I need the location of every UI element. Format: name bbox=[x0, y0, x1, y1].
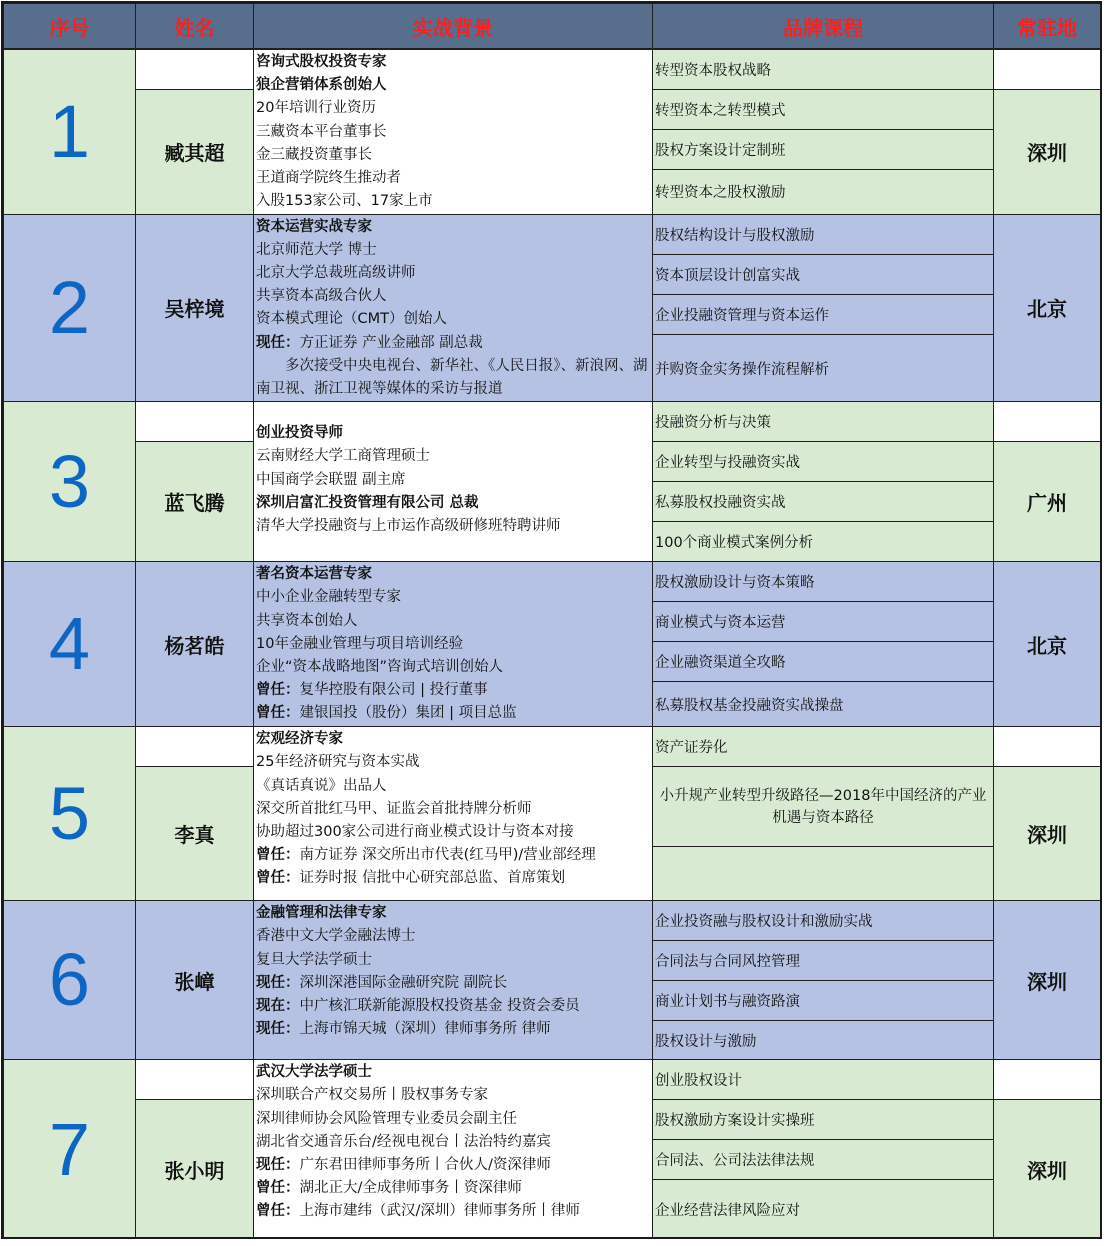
background-line-text: 共享资本高级合伙人 bbox=[256, 288, 387, 305]
course-item: 并购资金实务操作流程解析 bbox=[653, 334, 994, 401]
background-line-text: 广东君田律师事务所丨合伙人/资深律师 bbox=[299, 1156, 551, 1173]
course-item: 转型资本之转型模式 bbox=[653, 89, 994, 129]
background-line-text: 香港中文大学金融法博士 bbox=[256, 928, 416, 945]
row-number: 5 bbox=[4, 727, 136, 901]
background-line bbox=[256, 702, 650, 725]
course-item: 资产证券化 bbox=[653, 727, 994, 767]
background-cell bbox=[254, 1060, 653, 1239]
background-line-text: 王道商学院终生推动者 bbox=[256, 170, 401, 187]
background-lines bbox=[254, 727, 652, 890]
row-number: 7 bbox=[4, 1060, 136, 1239]
background-line bbox=[256, 445, 650, 468]
background-line bbox=[256, 515, 650, 538]
background-line-bold: 现在： bbox=[256, 997, 300, 1014]
background-line bbox=[256, 586, 650, 609]
course-item: 转型资本之股权激励 bbox=[653, 169, 994, 214]
background-line-bold: 著名资本运营专家 bbox=[256, 566, 372, 583]
background-line-bold: 现任： bbox=[256, 974, 300, 991]
course-item: 企业转型与投融资实战 bbox=[653, 442, 994, 482]
background-lines bbox=[254, 562, 652, 725]
header-courses: 品牌课程 bbox=[653, 4, 994, 50]
background-line-bold: 资本运营实战专家 bbox=[256, 218, 372, 235]
course-item: 股权激励设计与资本策略 bbox=[653, 562, 994, 602]
city-cell-blank bbox=[994, 1060, 1101, 1100]
background-line-bold: 创业投资导师 bbox=[256, 425, 343, 442]
course-item: 商业计划书与融资路演 bbox=[653, 981, 994, 1021]
course-item: 企业融资渠道全攻略 bbox=[653, 642, 994, 682]
course-item: 投融资分析与决策 bbox=[653, 402, 994, 442]
header-name: 姓名 bbox=[136, 4, 254, 50]
background-line bbox=[256, 867, 650, 890]
background-line-text: 多次接受中央电视台、新华社、《人民日报》、新浪网、湖南卫视、浙江卫视等媒体的采访与报道 bbox=[256, 357, 648, 397]
background-lines bbox=[254, 215, 652, 402]
city-cell: 北京 bbox=[994, 562, 1101, 727]
header-seq: 序号 bbox=[4, 4, 136, 50]
background-line bbox=[256, 190, 650, 213]
background-line-text: 上海市锦天城（深圳）律师事务所 律师 bbox=[299, 1021, 551, 1038]
background-line-bold: 曾任： bbox=[256, 1203, 300, 1220]
background-line-text: 清华大学投融资与上市运作高级研修班特聘讲师 bbox=[256, 517, 561, 534]
background-line-bold: 曾任： bbox=[256, 705, 300, 722]
course-item: 企业投融资管理与资本运作 bbox=[653, 294, 994, 334]
background-line bbox=[256, 995, 650, 1018]
background-line-bold: 曾任： bbox=[256, 847, 300, 864]
course-item: 股权方案设计定制班 bbox=[653, 129, 994, 169]
background-line-bold: 咨询式股权投资专家 bbox=[256, 54, 387, 70]
background-cell bbox=[254, 402, 653, 562]
background-line-bold: 宏观经济专家 bbox=[256, 731, 343, 748]
course-item: 合同法与合同风控管理 bbox=[653, 941, 994, 981]
background-line bbox=[256, 972, 650, 995]
background-lines bbox=[254, 901, 652, 1041]
background-line bbox=[256, 492, 650, 515]
background-cell bbox=[254, 901, 653, 1060]
background-line bbox=[256, 167, 650, 190]
background-line bbox=[256, 51, 650, 74]
profile-table-sheet bbox=[1, 1, 1102, 1239]
background-line bbox=[256, 1200, 650, 1223]
instructor-name: 张嶂 bbox=[136, 901, 254, 1060]
background-line bbox=[256, 1061, 650, 1084]
background-line bbox=[256, 74, 650, 97]
background-line-text: 金三藏投资董事长 bbox=[256, 146, 372, 163]
background-line-text: 25年经济研究与资本实战 bbox=[256, 754, 420, 771]
background-line-bold: 现任： bbox=[256, 334, 300, 351]
background-line bbox=[256, 844, 650, 867]
background-line-text: 共享资本创始人 bbox=[256, 612, 358, 629]
background-line bbox=[256, 925, 650, 948]
city-cell: 深圳 bbox=[994, 901, 1101, 1060]
background-line bbox=[256, 308, 650, 331]
background-line-text: 建银国投（股份）集团 | 项目总监 bbox=[299, 705, 517, 722]
background-line bbox=[256, 821, 650, 844]
header-city: 常驻地 bbox=[994, 4, 1101, 50]
background-line bbox=[256, 728, 650, 751]
background-line-text: 深圳联合产权交易所丨股权事务专家 bbox=[256, 1087, 488, 1104]
background-line bbox=[256, 469, 650, 492]
name-cell-blank bbox=[136, 49, 254, 89]
instructor-table bbox=[3, 3, 1101, 1239]
course-item: 商业模式与资本运营 bbox=[653, 602, 994, 642]
table-body bbox=[4, 49, 1101, 1239]
city-cell-blank bbox=[994, 727, 1101, 767]
background-line-bold: 曾任： bbox=[256, 870, 300, 887]
background-line bbox=[256, 949, 650, 972]
row-number: 6 bbox=[4, 901, 136, 1060]
background-line bbox=[256, 610, 650, 633]
instructor-name: 李真 bbox=[136, 767, 254, 901]
background-line bbox=[256, 1154, 650, 1177]
city-cell-blank bbox=[994, 49, 1101, 89]
city-cell: 深圳 bbox=[994, 1100, 1101, 1239]
background-line bbox=[256, 144, 650, 167]
background-line-bold: 曾任： bbox=[256, 1180, 300, 1197]
background-line bbox=[256, 1084, 650, 1107]
table-row bbox=[4, 1060, 1101, 1100]
background-lines bbox=[254, 402, 652, 538]
instructor-name: 张小明 bbox=[136, 1100, 254, 1239]
background-line-text: 证券时报 信批中心研究部总监、首席策划 bbox=[299, 870, 566, 887]
table-row bbox=[4, 562, 1101, 602]
course-item: 股权设计与激励 bbox=[653, 1021, 994, 1060]
city-cell: 广州 bbox=[994, 442, 1101, 562]
background-line bbox=[256, 1108, 650, 1131]
background-line bbox=[256, 355, 650, 401]
background-line-bold: 现任： bbox=[256, 1156, 300, 1173]
background-line-text: 南方证券 深交所出市代表(红马甲)/营业部经理 bbox=[299, 847, 596, 864]
header-background: 实战背景 bbox=[254, 4, 653, 50]
background-line-bold: 金融管理和法律专家 bbox=[256, 905, 387, 922]
background-line-bold: 狼企营销体系创始人 bbox=[256, 77, 387, 94]
background-line bbox=[256, 97, 650, 120]
city-cell: 深圳 bbox=[994, 767, 1101, 901]
background-line bbox=[256, 902, 650, 925]
background-line bbox=[256, 751, 650, 774]
background-line-text: 方正证券 产业金融部 副总裁 bbox=[299, 334, 483, 351]
city-cell-blank bbox=[994, 402, 1101, 442]
background-line-text: 资本模式理论（CMT）创始人 bbox=[256, 311, 447, 328]
background-line bbox=[256, 1177, 650, 1200]
course-item: 资本顶层设计创富实战 bbox=[653, 254, 994, 294]
row-number: 1 bbox=[4, 49, 136, 214]
course-item: 创业股权设计 bbox=[653, 1060, 994, 1100]
background-line bbox=[256, 422, 650, 445]
name-cell-blank bbox=[136, 402, 254, 442]
background-line-text: 湖北省交通音乐台/经视电视台丨法治特约嘉宾 bbox=[256, 1133, 551, 1150]
table-row bbox=[4, 214, 1101, 254]
background-line-text: 三藏资本平台董事长 bbox=[256, 123, 387, 140]
table-row bbox=[4, 49, 1101, 89]
table-row bbox=[4, 402, 1101, 442]
background-line-text: 深交所首批红马甲、证监会首批持牌分析师 bbox=[256, 800, 532, 817]
background-line bbox=[256, 656, 650, 679]
background-line-text: 10年金融业管理与项目培训经验 bbox=[256, 635, 463, 652]
background-line-text: 深圳律师协会风险管理专业委员会副主任 bbox=[256, 1110, 517, 1127]
instructor-name: 臧其超 bbox=[136, 89, 254, 214]
background-line-text: 中广核汇联新能源股权投资基金 投资会委员 bbox=[299, 997, 580, 1014]
background-line-text: 中小企业金融转型专家 bbox=[256, 589, 401, 606]
background-line-text: 入股153家公司、17家上市 bbox=[256, 193, 433, 210]
background-line bbox=[256, 775, 650, 798]
background-lines bbox=[254, 50, 652, 213]
background-line bbox=[256, 1131, 650, 1154]
background-line bbox=[256, 332, 650, 355]
background-line-text: 湖北正大/全成律师事务丨资深律师 bbox=[299, 1180, 522, 1197]
background-line-text: 上海市建纬（武汉/深圳）律师事务所丨律师 bbox=[299, 1203, 580, 1220]
city-cell: 北京 bbox=[994, 214, 1101, 402]
background-cell bbox=[254, 49, 653, 214]
background-line bbox=[256, 239, 650, 262]
background-line-bold: 现任： bbox=[256, 1021, 300, 1038]
background-line-bold: 武汉大学法学硕士 bbox=[256, 1064, 372, 1081]
table-row bbox=[4, 901, 1101, 941]
background-line bbox=[256, 121, 650, 144]
background-line-text: 复华控股有限公司 | 投行董事 bbox=[299, 682, 488, 699]
background-line-text: 北京大学总裁班高级讲师 bbox=[256, 264, 416, 281]
background-line-text: 协助超过300家公司进行商业模式设计与资本对接 bbox=[256, 823, 574, 840]
table-row bbox=[4, 727, 1101, 767]
background-line bbox=[256, 262, 650, 285]
background-line-text: 云南财经大学工商管理硕士 bbox=[256, 448, 430, 465]
instructor-name: 吴梓境 bbox=[136, 214, 254, 402]
background-cell bbox=[254, 727, 653, 901]
course-item: 小升规产业转型升级路径—2018年中国经济的产业机遇与资本路径 bbox=[653, 767, 994, 847]
background-lines bbox=[254, 1060, 652, 1223]
background-line bbox=[256, 563, 650, 586]
background-line bbox=[256, 285, 650, 308]
background-line-text: 北京师范大学 博士 bbox=[256, 241, 377, 258]
course-item: 股权结构设计与股权激励 bbox=[653, 214, 994, 254]
course-item: 100个商业模式案例分析 bbox=[653, 522, 994, 562]
background-line bbox=[256, 798, 650, 821]
background-line-text: 中国商学会联盟 副主席 bbox=[256, 471, 406, 488]
course-item: 私募股权投融资实战 bbox=[653, 482, 994, 522]
background-cell bbox=[254, 214, 653, 402]
background-line bbox=[256, 216, 650, 239]
header-row bbox=[4, 4, 1101, 50]
background-line-bold: 曾任： bbox=[256, 682, 300, 699]
background-line-text: 20年培训行业资历 bbox=[256, 100, 376, 117]
background-line bbox=[256, 633, 650, 656]
course-item: 私募股权基金投融资实战操盘 bbox=[653, 682, 994, 727]
city-cell: 深圳 bbox=[994, 89, 1101, 214]
background-line-text: 深圳深港国际金融研究院 副院长 bbox=[299, 974, 508, 991]
background-cell bbox=[254, 562, 653, 727]
row-number: 4 bbox=[4, 562, 136, 727]
background-line-bold: 深圳启富汇投资管理有限公司 总裁 bbox=[256, 494, 479, 511]
row-number: 3 bbox=[4, 402, 136, 562]
background-line bbox=[256, 1018, 650, 1041]
background-line-text: 复旦大学法学硕士 bbox=[256, 951, 372, 968]
background-line-text: 企业“资本战略地图”咨询式培训创始人 bbox=[256, 658, 504, 675]
course-item: 企业经营法律风险应对 bbox=[653, 1180, 994, 1239]
course-item: 转型资本股权战略 bbox=[653, 49, 994, 89]
name-cell-blank bbox=[136, 1060, 254, 1100]
instructor-name: 杨茗皓 bbox=[136, 562, 254, 727]
row-number: 2 bbox=[4, 214, 136, 402]
background-line-text: 《真话真说》出品人 bbox=[256, 777, 387, 794]
course-item: 股权激励方案设计实操班 bbox=[653, 1100, 994, 1140]
background-line bbox=[256, 679, 650, 702]
course-item: 合同法、公司法法律法规 bbox=[653, 1140, 994, 1180]
instructor-name: 蓝飞腾 bbox=[136, 442, 254, 562]
course-item bbox=[653, 847, 994, 901]
name-cell-blank bbox=[136, 727, 254, 767]
course-item: 企业投资融与股权设计和激励实战 bbox=[653, 901, 994, 941]
